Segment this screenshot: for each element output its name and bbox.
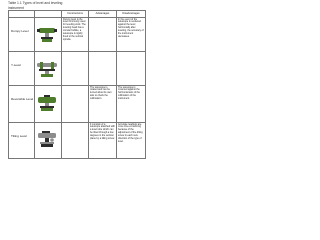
image-cell xyxy=(35,18,62,52)
disadvantages-cell: In the event of the telescope is rendered against the level horizontally after leveling, the accuracy of the instrument decreases. xyxy=(117,18,146,52)
construction-cell xyxy=(62,86,89,123)
construction-cell: Dumpy level is the level commonly used for leveling work. The leveling head has a circular bubble, a telescope is rigidly fixed to the vertical spindle. xyxy=(62,18,89,52)
disadvantages-cell xyxy=(117,52,146,86)
advantages-cell: The telescope is rotated and can be turned about its own axis to check the collimation. xyxy=(89,86,117,123)
name-cell xyxy=(9,123,35,159)
advantages-cell xyxy=(89,18,117,52)
name-cell xyxy=(9,52,35,86)
table-row xyxy=(9,123,146,159)
header-image xyxy=(35,11,62,18)
table-row xyxy=(9,86,146,123)
disadvantages-cell: The telescope is mounted against the horizontal axis of the collimation of the instrument. xyxy=(117,86,146,123)
table-row xyxy=(9,18,146,52)
header-disadvantages: Disadvantages xyxy=(117,11,146,18)
tilting-level-image xyxy=(36,129,58,151)
construction-cell xyxy=(62,123,89,159)
header-construction: Constructions xyxy=(62,11,89,18)
level-name: Y-Level xyxy=(11,63,21,67)
header-name xyxy=(9,11,35,18)
caption-title: Table 1.1 Types of level and leveling xyxy=(8,1,63,5)
reversible-level-image xyxy=(36,93,58,115)
table-row xyxy=(9,52,146,86)
advantages-cell xyxy=(89,52,117,86)
header-advantages: Advantages xyxy=(89,11,117,18)
caption-subtitle: instrument xyxy=(8,6,24,10)
dumpy-level-image xyxy=(36,24,58,46)
construction-cell xyxy=(62,52,89,86)
image-cell xyxy=(35,123,62,159)
levels-table xyxy=(8,10,146,159)
level-name: Dumpy Level xyxy=(11,29,29,33)
name-cell xyxy=(9,86,35,123)
advantages-cell: It consists of a telescope attached with a level tube which can be tilted through a few degrees in the vertical plane by a tilting screw. xyxy=(89,123,117,159)
table-caption xyxy=(8,1,62,10)
name-cell xyxy=(9,18,35,52)
image-cell xyxy=(35,52,62,86)
y-level-image xyxy=(36,59,58,81)
disadvantages-cell: Accurate readings are more time-consuming because of the adjustment of the tilting screw in each new direction of the type of level. xyxy=(117,123,146,159)
level-name: Tilting Level xyxy=(11,134,27,138)
image-cell xyxy=(35,86,62,123)
level-name: Reversible Level xyxy=(11,97,34,101)
table-header-row xyxy=(9,11,146,18)
